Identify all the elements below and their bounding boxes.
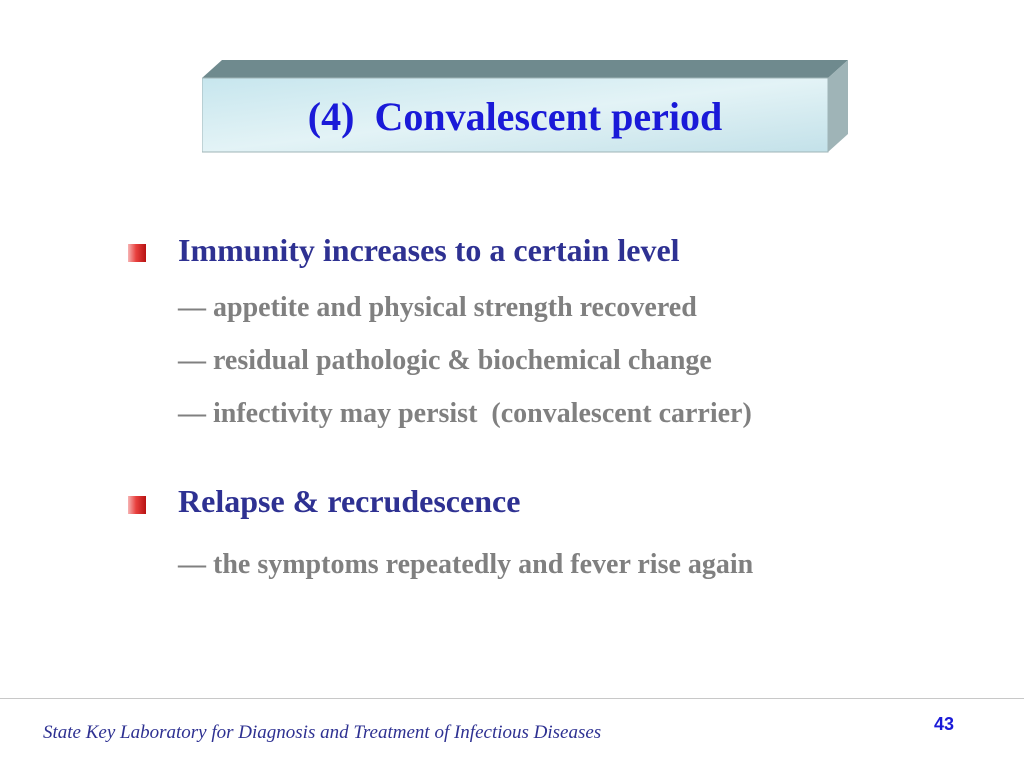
sub-line-infectivity: — infectivity may persist (convalescent carrier) <box>178 398 752 429</box>
footer-divider <box>0 698 1024 699</box>
bullet-square-icon <box>128 244 146 262</box>
slide-title: (4) Convalescent period <box>307 93 723 139</box>
page-number: 43 <box>934 714 955 734</box>
title-box-top <box>202 60 848 78</box>
bullet-heading-relapse: Relapse & recrudescence <box>178 483 521 519</box>
footer-institution: State Key Laboratory for Diagnosis and Treatment of Infectious Diseases <box>43 722 602 743</box>
sub-line-appetite: — appetite and physical strength recovered <box>178 292 697 323</box>
bullet-square-icon <box>128 496 146 514</box>
bullet-heading-immunity: Immunity increases to a certain level <box>178 232 680 268</box>
sub-line-symptoms: — the symptoms repeatedly and fever rise again <box>178 549 754 580</box>
title-box <box>202 60 848 154</box>
sub-line-residual: — residual pathologic & biochemical change <box>178 345 712 376</box>
